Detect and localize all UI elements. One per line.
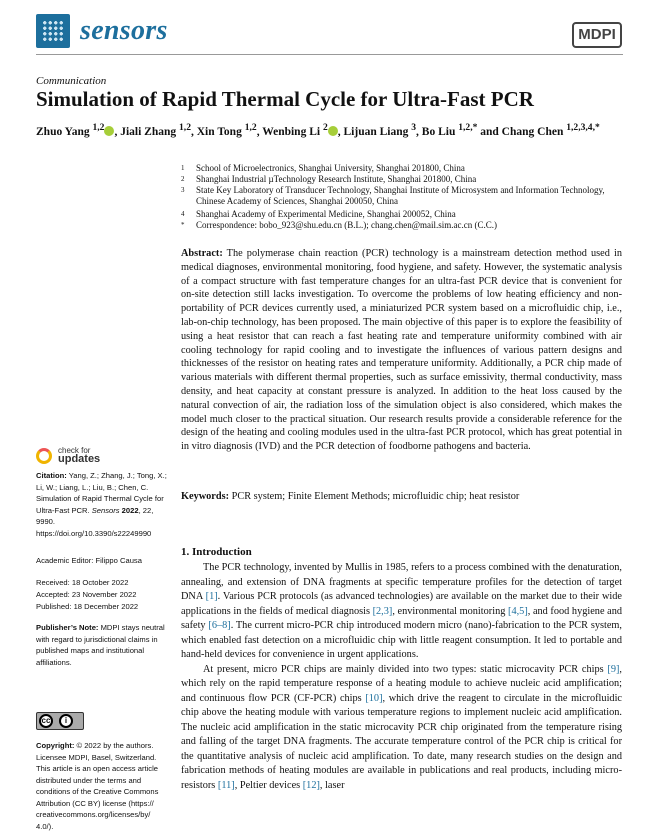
author-name: and Chang Chen — [477, 125, 567, 138]
cc-by-license-icon[interactable]: cc i — [36, 712, 84, 730]
copyright-block: Copyright: © 2022 by the authors. Licensee MDPI, Basel, Switzerland. This article is an open access article distributed under the terms and conditions of the Creative Commons Attribution (CC BY) license (https:// creativecommons.org/licenses/by/ 4.0/). — [36, 741, 159, 831]
academic-editor: Academic Editor: Filippo Causa — [36, 556, 142, 565]
check-updates-icon — [36, 448, 52, 464]
published-date: Published: 18 December 2022 — [36, 602, 139, 611]
author-list — [36, 122, 600, 138]
orcid-icon[interactable] — [104, 126, 114, 136]
citation-link[interactable]: [4,5] — [508, 605, 528, 617]
citation-link[interactable]: [2,3] — [372, 605, 393, 617]
keywords-label: Keywords: — [181, 491, 230, 502]
section-body — [181, 561, 622, 793]
author-affiliation: 1,2 — [244, 122, 257, 133]
author-name: , Xin Tong — [191, 125, 245, 138]
abstract-text: The polymerase chain reaction (PCR) technology is a mainstream detection method used in medical diagnoses, environmental monitoring, food hygiene, and safety. However, the systematic analysis of a compact structure with fast temperature changes for an ultra-fast PCR device that is convenient for on-site detection still lacks investigation. To overcome the problems of low heating efficiency and non-portability of PCR devices currently used, a miniaturized PCR system based on a microfluidic chip, i.e., lab-on-chip technology, has been proposed. The main objective of this paper is to explore the feasibility of using a heat resistor that can reach a fast heating rate and temperature uniformity combined with air cooling technology for rapid cooling and to investigate the influences of various pattern designs and thicknesses of the resistor on heating rates and temperature uniformity. Additionally, a PCR chip made of various materials with different thermal properties, such as surface emissivity, thermal conductivity, mass density, and heat capacity at constant pressure is analyzed. In addition to the heat loss caused by the natural convection of air, the radiation loss of the simulation object is also considered, which makes the model much closer to the practical situation. Our research results provide a considerable reference for the design of the heating and cooling modules used in the ultra-fast PCR protocol, which has great potential in in vitro diagnosis (IVD) and the PCR detection of foodborne pathogens and bacteria. — [181, 248, 622, 453]
author-affiliation: 1,2,3,4,* — [566, 122, 600, 133]
author-name: , Jiali Zhang — [114, 125, 180, 138]
author-name: , Lijuan Liang — [337, 125, 412, 138]
citation-link[interactable]: [6–8] — [208, 620, 231, 631]
citation-link[interactable]: [11] — [217, 779, 235, 791]
abstract — [181, 247, 622, 454]
author-affiliation: 1,2 — [179, 122, 191, 133]
journal-name: sensors — [80, 15, 168, 46]
author-name: Zhuo Yang — [36, 125, 93, 138]
keywords-text: PCR system; Finite Element Methods; microfluidic chip; heat resistor — [229, 491, 520, 502]
header-divider — [36, 54, 623, 55]
publisher-note: Publisher’s Note: MDPI stays neutral with regard to jurisdictional claims in published maps and institutional affiliations. — [36, 623, 165, 667]
author-affiliation: 2 — [322, 122, 328, 133]
abstract-label: Abstract: — [181, 248, 223, 259]
citation-link[interactable]: [1] — [205, 591, 218, 602]
author-name: , Bo Liu — [416, 125, 459, 138]
article-title: Simulation of Rapid Thermal Cycle for Ultra-Fast PCR — [36, 87, 534, 111]
received-date: Received: 18 October 2022 — [36, 578, 129, 587]
paragraph: At present, micro PCR chips are mainly divided into two types: static microcavity PCR chips [9], which rely on the rapid temperature response of a heating module to achieve nucleic acid amplification; and continuous flow PCR (CF-PCR) chips [10], which drive the reagent to circulate in the microfluidic chip above the heating module with various temperature regions to implement nucleic acid amplification. The nucleic acid amplification in the static microcavity PCR chip originated from the temperature rising and falling of the target DNA fragments. The accurate temperature control of the PCR chip is critical for the quantitative analysis of nucleic acid amplification. To date, many research studies on the design and fabrication methods of heating modules are available in publications and real products, including micro-resistors [11], Peltier devices [12], laser — [181, 663, 623, 791]
section-heading: 1. Introduction — [181, 546, 252, 558]
author-affiliation: 1,2 — [92, 122, 105, 133]
citation-link[interactable]: [12] — [302, 779, 320, 791]
paragraph: The PCR technology, invented by Mullis in 1985, refers to a process combined with the denaturation, annealing, and extension of DNA fragments at specific temperature profiles for the detection of target DNA [1]. Various PCR protocols (as advanced technologies) are available on the market due to their wide applications in the fields of medical diagnosis [2,3], environmental monitoring [4,5], and food hygiene and safety [6–8]. The current micro-PCR chip introduced modern micro (nano)-fabrication to the PCR system, which enabled fast detection on a microfluidic chip with little reagent consumption. It led to portable and hand-held devices for convenience in urgent applications. — [181, 562, 622, 660]
author-affiliation: 3 — [411, 122, 417, 133]
orcid-icon[interactable] — [328, 126, 338, 136]
citation-link[interactable]: [10] — [365, 692, 383, 704]
author-name: , Wenbing Li — [256, 125, 323, 138]
accepted-date: Accepted: 23 November 2022 — [36, 590, 137, 599]
keywords — [181, 490, 622, 504]
author-affiliation: 1,2,* — [458, 122, 478, 133]
article-type: Communication — [36, 75, 107, 87]
citation-block: Citation: Yang, Z.; Zhang, J.; Tong, X.; Li, W.; Liang, L.; Liu, B.; Chen, C. Simulation of Rapid Thermal Cycle for Ultra-Fast PCR. Sensors 2022, 22, 9990. https://doi.org/10.3390/s22249990 — [36, 471, 167, 538]
journal-logo-icon — [36, 14, 70, 48]
check-for-updates-button[interactable]: check for updates — [36, 446, 168, 468]
publisher-logo: MDPI — [572, 22, 622, 48]
citation-link[interactable]: [9] — [607, 663, 620, 675]
